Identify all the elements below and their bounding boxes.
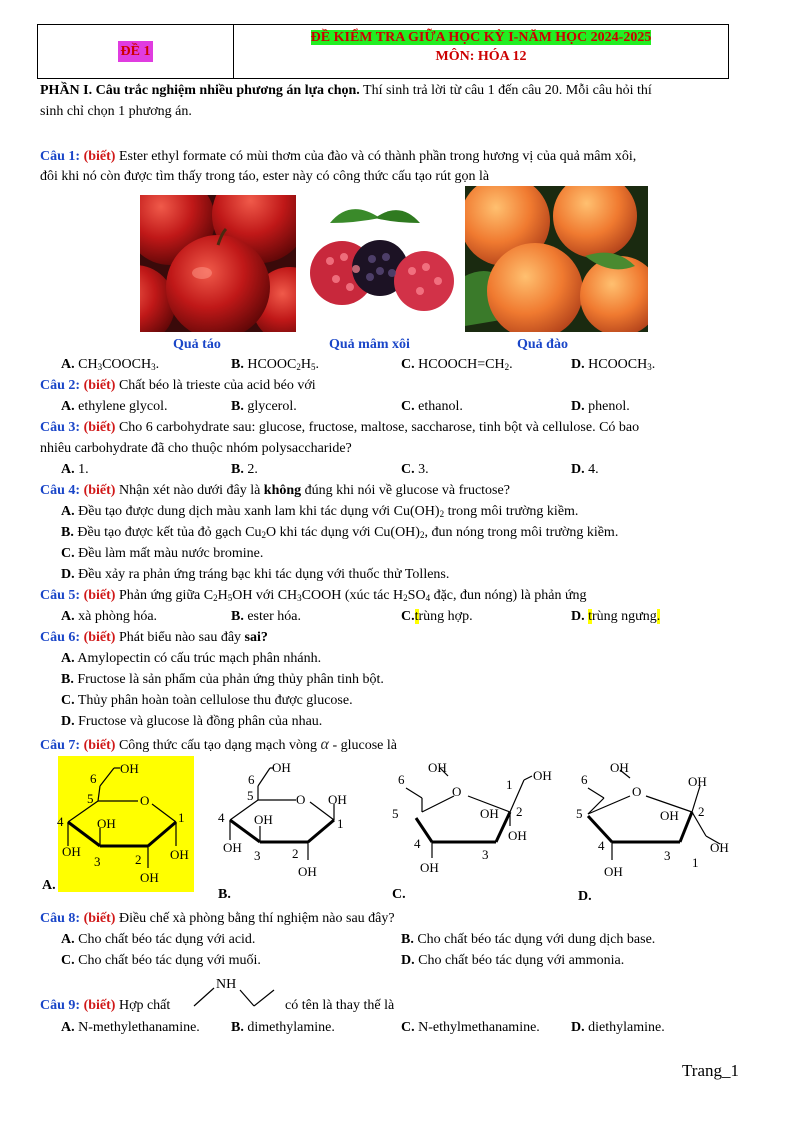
svg-text:O: O xyxy=(452,784,462,799)
svg-text:6: 6 xyxy=(90,771,97,786)
q2-stem: Câu 2: (biết) Chất béo là trieste của acid béo với xyxy=(40,378,316,393)
svg-text:OH: OH xyxy=(140,870,159,885)
page-footer: Trang_1 xyxy=(682,1061,739,1080)
q7-letter-d: D. xyxy=(578,889,592,904)
q6-option-c: C. Thủy phân hoàn toàn cellulose thu được glucose. xyxy=(61,693,353,708)
q4-option-c: C. Đều làm mất màu nước bromine. xyxy=(61,546,264,561)
svg-text:1: 1 xyxy=(178,810,185,825)
exam-code-cell xyxy=(38,25,234,78)
svg-text:1: 1 xyxy=(337,816,344,831)
apple-caption: Quả táo xyxy=(173,337,221,352)
svg-text:OH: OH xyxy=(223,840,242,855)
svg-text:2: 2 xyxy=(516,804,523,819)
q3-stem: Câu 3: (biết) Cho 6 carbohydrate sau: glucose, fructose, maltose, saccharose, tinh bột và cellulose. Có bao xyxy=(40,420,640,435)
q3-option-a: A. 1. xyxy=(61,462,89,477)
q4-option-b: B. Đều tạo được kết tủa đỏ gạch $Cu_2O$ khi tác dụng với $Cu(OH)_2$, đun nóng trong môi trường kiềm. xyxy=(61,525,619,540)
svg-text:OH: OH xyxy=(272,760,291,775)
q8-stem: Câu 8: (biết) Điều chế xà phòng bằng thí nghiệm nào sau đây? xyxy=(40,911,395,926)
svg-text:OH: OH xyxy=(298,864,317,879)
svg-text:5: 5 xyxy=(392,806,399,821)
svg-text:OH: OH xyxy=(610,760,629,775)
q6-option-b: B. Fructose là sản phẩm của phản ứng thủy phân tinh bột. xyxy=(61,672,384,687)
q5-option-a: A. xà phòng hóa. xyxy=(61,609,158,624)
q6-option-d: D. Fructose và glucose là đồng phân của nhau. xyxy=(61,714,323,729)
svg-text:2: 2 xyxy=(698,804,705,819)
apple-image xyxy=(140,195,296,332)
svg-text:O: O xyxy=(140,793,150,808)
svg-text:3: 3 xyxy=(482,847,489,862)
q4-option-a: A. Đều tạo được dung dịch màu xanh lam khi tác dụng với $Cu(OH)_2$ trong môi trường kiềm. xyxy=(61,504,579,519)
svg-text:5: 5 xyxy=(247,788,254,803)
q7-structure-b xyxy=(210,756,370,896)
q1-level: (biết) xyxy=(83,149,116,164)
svg-text:4: 4 xyxy=(414,836,421,851)
svg-text:1: 1 xyxy=(692,855,699,870)
q5-option-c: C.trùng hợp. xyxy=(401,609,473,624)
part1-desc: Thí sinh trả lời từ câu 1 đến câu 20. Mỗi câu hỏi thí xyxy=(359,83,652,98)
svg-text:OH: OH xyxy=(120,761,139,776)
q9-option-c: C. N-ethylmethanamine. xyxy=(401,1020,540,1035)
q2-option-c: C. ethanol. xyxy=(401,399,463,414)
svg-text:2: 2 xyxy=(292,846,299,861)
svg-text:3: 3 xyxy=(254,848,261,863)
q9-option-b: B. dimethylamine. xyxy=(231,1020,335,1035)
svg-text:4: 4 xyxy=(598,838,605,853)
part1-title: PHẦN I. Câu trắc nghiệm nhiều phương án lựa chọn. xyxy=(40,83,360,98)
q4-option-d: D. Đều xảy ra phản ứng tráng bạc khi tác dụng với thuốc thử Tollens. xyxy=(61,567,450,582)
exam-title-cell xyxy=(234,25,728,78)
part1-intro xyxy=(40,80,755,101)
svg-text:OH: OH xyxy=(688,774,707,789)
q5-option-d: D. trùng ngưng. xyxy=(571,609,661,624)
q6-option-a: A. Amylopectin có cấu trúc mạch phân nhánh. xyxy=(61,651,322,666)
q1-option-d: D. $HCOOCH_3$. xyxy=(571,357,656,372)
exam-header xyxy=(37,24,729,79)
raspberry-caption: Quả mâm xôi xyxy=(329,337,410,352)
q8-option-b: B. Cho chất béo tác dụng với dung dịch base. xyxy=(401,932,656,947)
q1-option-b: B. $HCOOC_2H_5$. xyxy=(231,357,319,372)
svg-text:5: 5 xyxy=(87,791,94,806)
q3-option-d: D. 4. xyxy=(571,462,599,477)
exam-title: ĐỀ KIỂM TRA GIỮA HỌC KỲ I-NĂM HỌC 2024-2025 xyxy=(310,30,652,45)
svg-text:OH: OH xyxy=(508,828,527,843)
q1-label: Câu 1: xyxy=(40,149,81,164)
q1-stem xyxy=(40,146,755,167)
q5-option-b: B. ester hóa. xyxy=(231,609,301,624)
q2-option-d: D. phenol. xyxy=(571,399,630,414)
svg-text:6: 6 xyxy=(581,772,588,787)
svg-text:O: O xyxy=(296,792,306,807)
svg-text:4: 4 xyxy=(218,810,225,825)
svg-text:OH: OH xyxy=(428,760,447,775)
svg-text:OH: OH xyxy=(660,808,679,823)
q9-option-a: A. N-methylethanamine. xyxy=(61,1020,200,1035)
exam-code: ĐỀ 1 xyxy=(118,41,154,62)
q4-stem: Câu 4: (biết) Nhận xét nào dưới đây là không đúng khi nói về glucose và fructose? xyxy=(40,483,510,498)
svg-text:OH: OH xyxy=(97,816,116,831)
svg-text:5: 5 xyxy=(576,806,583,821)
svg-text:OH: OH xyxy=(328,792,347,807)
peach-image xyxy=(465,186,648,332)
q7-stem: Câu 7: (biết) Công thức cấu tạo dạng mạch vòng α - glucose là xyxy=(40,736,397,753)
peach-caption: Quả đào xyxy=(517,337,568,352)
part1-desc-2: sinh chỉ chọn 1 phương án. xyxy=(40,104,192,119)
svg-text:6: 6 xyxy=(248,772,255,787)
q9-amine-structure xyxy=(190,972,280,1016)
raspberry-image xyxy=(300,203,458,333)
q7-structure-d xyxy=(570,756,745,896)
exam-subject: MÔN: HÓA 12 xyxy=(435,49,527,64)
q7-letter-c: C. xyxy=(392,887,406,902)
q1-text: Ester ethyl formate có mùi thơm của đào và có thành phần trong hương vị của quả mâm xôi, xyxy=(115,149,637,164)
q8-option-c: C. Cho chất béo tác dụng với muối. xyxy=(61,953,261,968)
svg-text:3: 3 xyxy=(94,854,101,869)
q5-stem: Câu 5: (biết) Phản ứng giữa $C_2H_5OH$ với $CH_3COOH$ (xúc tác $H_2SO_4$ đặc, đun nóng) là phản ứng xyxy=(40,588,587,603)
svg-text:OH: OH xyxy=(533,768,552,783)
q3-option-c: C. 3. xyxy=(401,462,429,477)
svg-text:OH: OH xyxy=(710,840,729,855)
svg-text:6: 6 xyxy=(398,772,405,787)
q1-option-a: A. $CH_3COOCH_3$. xyxy=(61,357,160,372)
q7-structure-c xyxy=(388,756,563,896)
svg-text:O: O xyxy=(632,784,642,799)
q7-letter-a: A. xyxy=(42,878,56,893)
q9-stem: Câu 9: (biết) Hợp chất xyxy=(40,998,171,1013)
svg-text:OH: OH xyxy=(170,847,189,862)
q2-option-b: B. glycerol. xyxy=(231,399,297,414)
q8-option-d: D. Cho chất béo tác dụng với ammonia. xyxy=(401,953,625,968)
svg-text:4: 4 xyxy=(57,814,64,829)
q6-stem: Câu 6: (biết) Phát biểu nào sau đây sai? xyxy=(40,630,268,645)
svg-text:OH: OH xyxy=(420,860,439,875)
svg-text:OH: OH xyxy=(62,844,81,859)
q1-stem-2: đôi khi nó còn được tìm thấy trong táo, ester này có công thức cấu tạo rút gọn là xyxy=(40,169,490,184)
svg-text:1: 1 xyxy=(506,777,513,792)
q1-option-c: C. $HCOOCH=CH_2$. xyxy=(401,357,513,372)
q3-option-b: B. 2. xyxy=(231,462,258,477)
svg-text:OH: OH xyxy=(480,806,499,821)
q2-option-a: A. ethylene glycol. xyxy=(61,399,168,414)
svg-text:OH: OH xyxy=(604,864,623,879)
q8-option-a: A. Cho chất béo tác dụng với acid. xyxy=(61,932,256,947)
q3-stem-2: nhiêu carbohydrate đã cho thuộc nhóm polysaccharide? xyxy=(40,441,352,456)
q9-option-d: D. diethylamine. xyxy=(571,1020,665,1035)
q7-structure-a xyxy=(40,756,200,896)
svg-text:OH: OH xyxy=(254,812,273,827)
q7-letter-b: B. xyxy=(218,887,231,902)
svg-text:2: 2 xyxy=(135,852,142,867)
svg-text:3: 3 xyxy=(664,848,671,863)
q9-nh-label: NH xyxy=(216,977,237,992)
q9-stem-2: có tên là thay thế là xyxy=(285,998,395,1013)
